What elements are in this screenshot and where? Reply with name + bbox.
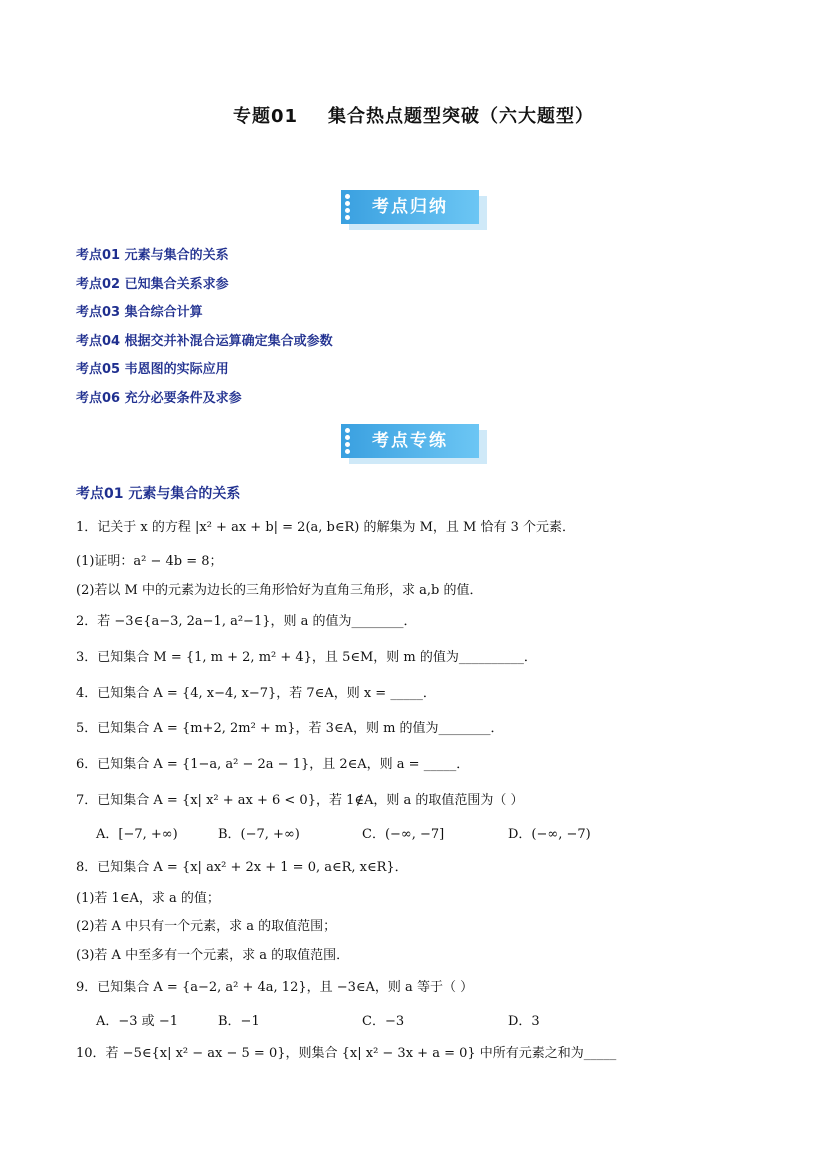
toc-item-4[interactable]: 考点04 根据交并补混合运算确定集合或参数 [76,333,333,349]
question-8-part-3: (3)若 A 中至多有一个元素，求 a 的取值范围． [76,948,350,963]
practice-banner [341,424,487,462]
q9-option-b[interactable]: B．−1 [218,1014,260,1029]
q7-option-a[interactable]: A．[−7, +∞) [96,827,178,842]
toc-item-2[interactable]: 考点02 已知集合关系求参 [76,276,229,292]
toc-item-3[interactable]: 考点03 集合综合计算 [76,305,203,320]
q9-option-a[interactable]: A．−3 或 −1 [96,1014,178,1029]
question-1-part-1: (1)证明：a² − 4b = 8； [76,554,223,569]
question-10: 10．若 −5∈{x| x² − ax − 5 = 0}，则集合 {x| x² − 3x + a = 0} 中所有元素之和为_____ [76,1046,617,1061]
title-main: 集合热点题型突破（六大题型） [328,106,595,127]
q7-option-c[interactable]: C．(−∞, −7] [362,827,445,842]
title-prefix: 专题01 [232,106,299,127]
question-2: 2．若 −3∈{a−3, 2a−1, a²−1}，则 a 的值为________． [76,614,417,629]
page-title [0,102,827,128]
toc-item-5[interactable]: 考点05 韦恩图的实际应用 [76,362,229,377]
section-heading: 考点01 元素与集合的关系 [76,486,241,502]
question-4: 4．已知集合 A = {4, x−4, x−7}，若 7∈A，则 x = _____． [76,686,436,701]
toc-item-6[interactable]: 考点06 充分必要条件及求参 [76,390,242,406]
question-3: 3．已知集合 M = {1, m + 2, m² + 4}，且 5∈M，则 m 的值为__________． [76,650,537,665]
question-6: 6．已知集合 A = {1−a, a² − 2a − 1}，且 2∈A，则 a = _____． [76,757,470,772]
question-5: 5．已知集合 A = {m+2, 2m² + m}，若 3∈A，则 m 的值为________． [76,721,504,736]
summary-banner-label: 考点归纳 [372,197,448,217]
toc-item-1[interactable]: 考点01 元素与集合的关系 [76,248,229,263]
q9-option-c[interactable]: C．−3 [362,1014,405,1029]
question-1: 1．记关于 x 的方程 |x² + ax + b| = 2(a, b∈R) 的解集为 M，且 M 恰有 3 个元素． [76,520,576,535]
question-8-part-1: (1)若 1∈A，求 a 的值； [76,891,220,906]
q7-option-d[interactable]: D．(−∞, −7) [508,827,591,842]
question-8: 8．已知集合 A = {x| ax² + 2x + 1 = 0, a∈R, x∈R}． [76,860,408,875]
practice-banner-label: 考点专练 [372,431,448,451]
question-7: 7．已知集合 A = {x| x² + ax + 6 < 0}，若 1∉A，则 a 的取值范围为（ ） [76,793,524,808]
summary-banner [341,190,487,228]
question-8-part-2: (2)若 A 中只有一个元素，求 a 的取值范围； [76,919,337,934]
question-9: 9．已知集合 A = {a−2, a² + 4a, 12}，且 −3∈A，则 a 等于（ ） [76,980,474,995]
q7-option-b[interactable]: B．(−7, +∞) [218,827,300,842]
question-1-part-2: (2)若以 M 中的元素为边长的三角形恰好为直角三角形，求 a,b 的值． [76,583,483,598]
topic-list [76,247,333,418]
q9-option-d[interactable]: D．3 [508,1014,540,1029]
